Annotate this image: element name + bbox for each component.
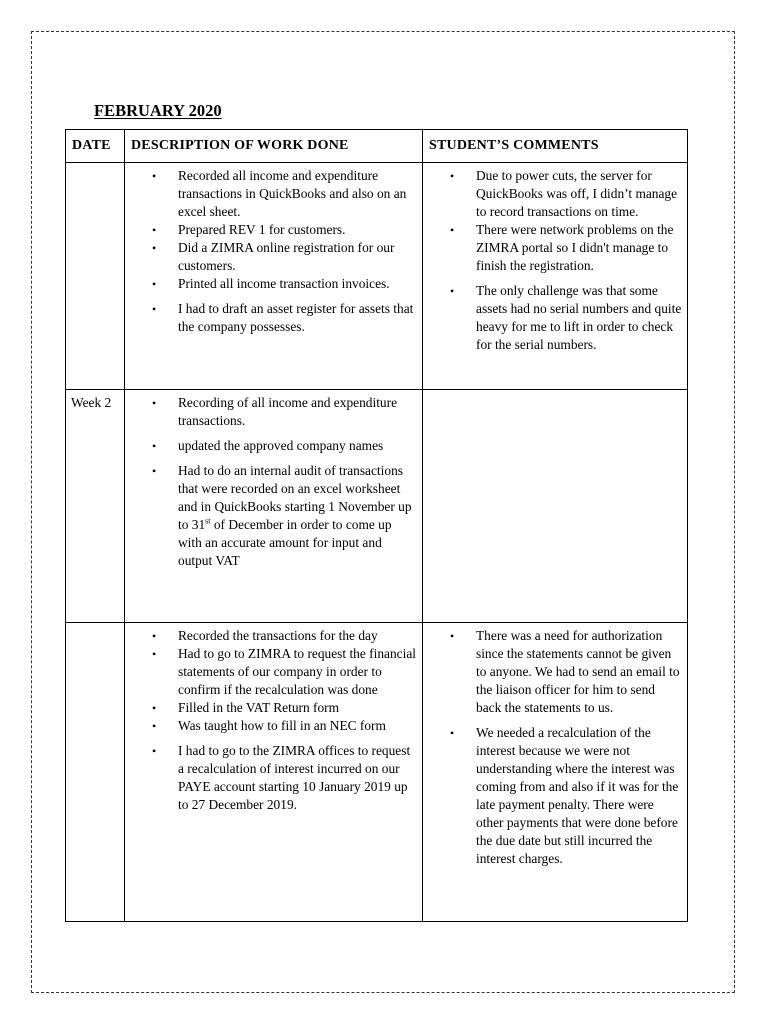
- list-item: • Recording of all income and expenditure transactions.: [130, 394, 418, 430]
- list-item: • Due to power cuts, the server for QuickBooks was off, I didn’t manage to record transactions on time.: [428, 167, 683, 221]
- ordinal-suffix: st: [205, 516, 211, 526]
- table-row: [66, 623, 688, 922]
- work-cell: [125, 623, 423, 922]
- list-item: [130, 462, 418, 570]
- comments-cell: [423, 390, 688, 623]
- list-item: • Had to go to ZIMRA to request the financial statements of our company in order to confirm if the recalculation was done: [130, 645, 418, 699]
- date-cell: [66, 163, 125, 390]
- list-item: • updated the approved company names: [130, 437, 418, 455]
- work-cell: [125, 390, 423, 623]
- header-date: DATE: [66, 130, 125, 163]
- audit-text-start: Had to do an internal audit of transactions that were recorded on an excel worksheet and in QuickBooks starting 1 November up to 31: [178, 463, 412, 532]
- list-item: • Prepared REV 1 for customers.: [130, 221, 418, 239]
- comments-cell: [423, 623, 688, 922]
- list-item: • We needed a recalculation of the interest because we were not understanding where the interest was coming from and also if it was for the late payment penalty. There were other payments that were done before the due date but still incurred the interest charges.: [428, 724, 683, 868]
- page-title: FEBRUARY 2020: [94, 101, 222, 120]
- table-header-row: [66, 130, 688, 163]
- table-row: [66, 163, 688, 390]
- list-item: • Recorded all income and expenditure transactions in QuickBooks and also on an excel sheet.: [130, 167, 418, 221]
- header-comments: STUDENT’S COMMENTS: [423, 130, 688, 163]
- work-list: [130, 167, 418, 336]
- audit-text-end: of December in order to come up with an accurate amount for input and output VAT: [178, 517, 392, 568]
- work-cell: [125, 163, 423, 390]
- comments-list: [428, 627, 683, 868]
- header-description: DESCRIPTION OF WORK DONE: [125, 130, 423, 163]
- list-item: • I had to draft an asset register for assets that the company possesses.: [130, 300, 418, 336]
- list-item: • Recorded the transactions for the day: [130, 627, 418, 645]
- list-item: • There were network problems on the ZIMRA portal so I didn't manage to finish the registration.: [428, 221, 683, 275]
- list-item: • Did a ZIMRA online registration for our customers.: [130, 239, 418, 275]
- list-item: • There was a need for authorization since the statements cannot be given to anyone. We had to send an email to the liaison officer for him to send back the statements to us.: [428, 627, 683, 717]
- table-row: [66, 390, 688, 623]
- list-item: • The only challenge was that some assets had no serial numbers and quite heavy for me to lift in order to check for the serial numbers.: [428, 282, 683, 354]
- list-item: • Filled in the VAT Return form: [130, 699, 418, 717]
- date-cell: Week 2: [66, 390, 125, 623]
- list-item: • I had to go to the ZIMRA offices to request a recalculation of interest incurred on our PAYE account starting 10 January 2019 up to 27 December 2019.: [130, 742, 418, 814]
- work-list: [130, 627, 418, 814]
- work-log-table: [65, 129, 688, 922]
- list-item: • Printed all income transaction invoices.: [130, 275, 418, 293]
- comments-cell: [423, 163, 688, 390]
- date-cell: [66, 623, 125, 922]
- work-list: [130, 394, 418, 570]
- comments-list: [428, 167, 683, 354]
- list-item: • Was taught how to fill in an NEC form: [130, 717, 418, 735]
